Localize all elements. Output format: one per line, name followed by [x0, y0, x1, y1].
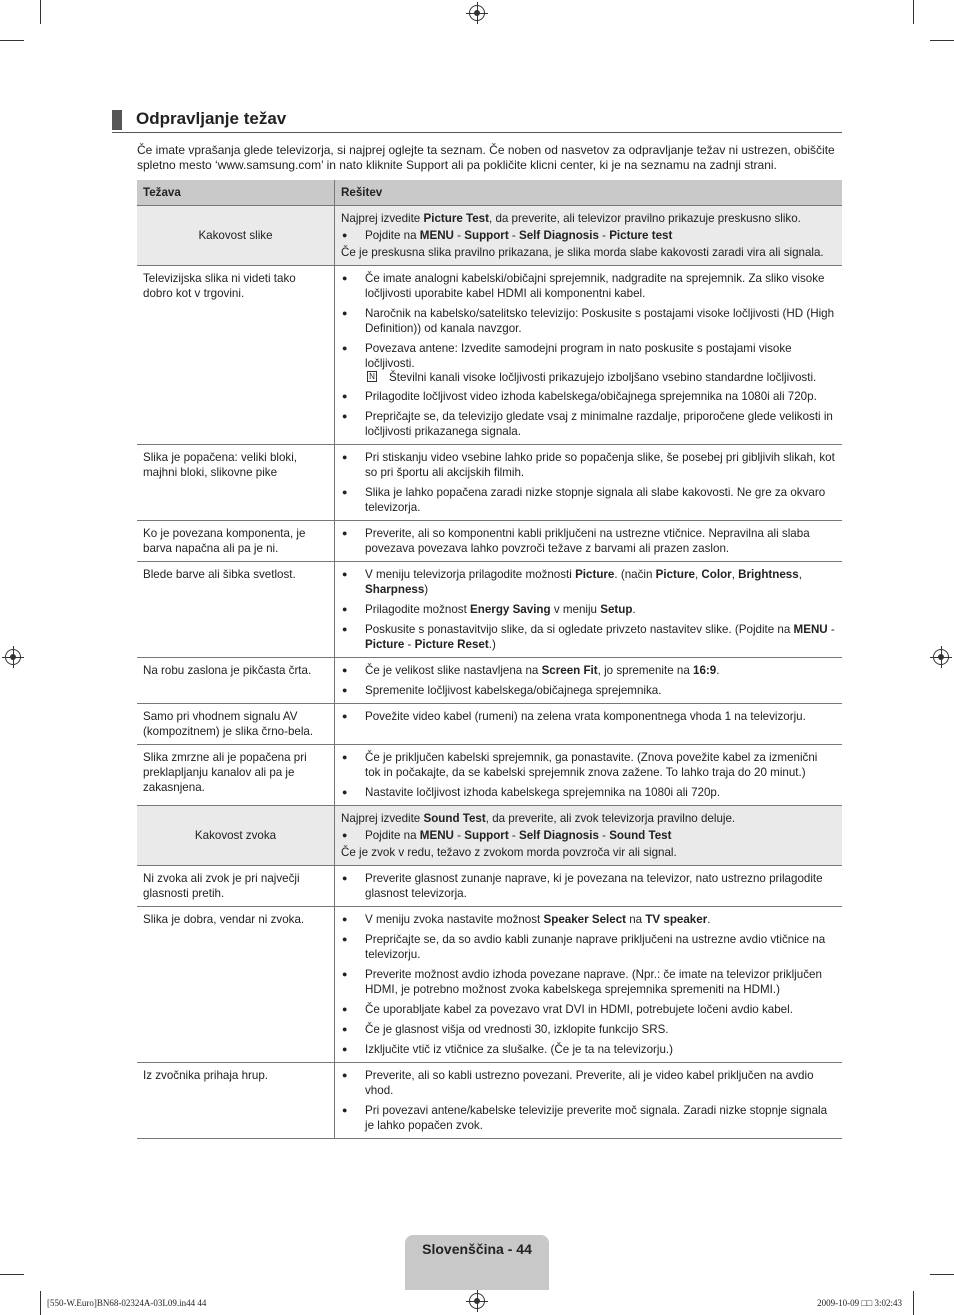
- note-icon: N: [367, 371, 377, 382]
- page-number: Slovenščina - 44: [422, 1241, 532, 1257]
- bullet-list: [341, 871, 836, 901]
- crop-mark: [930, 1274, 954, 1275]
- page-number-tab: [405, 1235, 549, 1290]
- table-row: [137, 704, 842, 745]
- registration-mark-icon: [469, 1293, 485, 1309]
- problem-cell: Blede barve ali šibka svetlost.: [137, 562, 335, 658]
- crop-mark: [40, 1291, 41, 1315]
- bullet-list: [341, 663, 836, 698]
- section-row-sound: [137, 806, 842, 866]
- solution-line: Če je zvok v redu, težavo z zvokom morda povzroča vir ali signal.: [341, 846, 677, 859]
- list-item: ● Prilagodite ločljivost video izhoda kabelskega/običajnega sprejemnika na 1080i ali 720p.: [341, 389, 836, 404]
- section-header: [112, 108, 842, 133]
- list-item: ● V meniju televizorja prilagodite možnosti Picture. (način Picture, Color, Brightness, Sharpness): [341, 567, 836, 597]
- table-row: [137, 866, 842, 907]
- list-item: ● Preverite, ali so komponentni kabli priključeni na ustrezne vtičnice. Nepravilna ali slaba povezava povezava lahko povzroči težave z barvami ali prazen zaslon.: [341, 526, 836, 556]
- table-row: [137, 1063, 842, 1139]
- registration-mark-icon: [5, 649, 21, 665]
- table-row: [137, 521, 842, 562]
- registration-mark-icon: [933, 649, 949, 665]
- list-item: ● Prilagodite možnost Energy Saving v meniju Setup.: [341, 602, 836, 617]
- list-item: ● Spremenite ločljivost kabelskega/običajnega sprejemnika.: [341, 683, 836, 698]
- table-row: [137, 745, 842, 806]
- bullet-list: [341, 709, 836, 724]
- problem-cell: Iz zvočnika prihaja hrup.: [137, 1063, 335, 1139]
- list-item: ● Če uporabljate kabel za povezavo vrat DVI in HDMI, potrebujete ločeni avdio kabel.: [341, 1002, 836, 1017]
- solution-cell: [335, 1063, 843, 1139]
- table-row: [137, 266, 842, 445]
- problem-cell: Televizijska slika ni videti tako dobro kot v trgovini.: [137, 266, 335, 445]
- table-header-row: [137, 180, 842, 206]
- list-item: ● Pojdite na MENU - Support - Self Diagnosis - Picture test: [341, 228, 836, 243]
- problem-cell: Slika je dobra, vendar ni zvoka.: [137, 907, 335, 1063]
- list-item: ● Nastavite ločljivost izhoda kabelskega sprejemnika na 1080i ali 720p.: [341, 785, 836, 800]
- list-item: ● Preverite možnost avdio izhoda povezane naprave. (Npr.: če imate na televizor priključen HDMI, je potrebno možnost zvoka kabelskega sprejemnika spremeniti na HDMI.): [341, 967, 836, 997]
- list-item: ● Če je velikost slike nastavljena na Screen Fit, jo spremenite na 16:9.: [341, 663, 836, 678]
- solution-line: Najprej izvedite Sound Test, da preverite, ali zvok televizorja pravilno deluje.: [341, 812, 736, 825]
- crop-mark: [930, 40, 954, 41]
- solution-cell: [335, 445, 843, 521]
- table-row: [137, 562, 842, 658]
- list-item: ● Prepričajte se, da televizijo gledate vsaj z minimalne razdalje, priporočene glede velikosti in ločljivosti prikazanega signala.: [341, 409, 836, 439]
- solution-cell: [335, 266, 843, 445]
- solution-line: Najprej izvedite Picture Test, da preverite, ali televizor pravilno prikazuje preskusno sliko.: [341, 212, 801, 225]
- list-item: ● Preverite glasnost zunanje naprave, ki je povezana na televizor, nato ustrezno prilagodite glasnost televizorja.: [341, 871, 836, 901]
- header-solution: Rešitev: [335, 180, 843, 206]
- solution-line: Če je preskusna slika pravilno prikazana, je slika morda slabe kakovosti zaradi vira ali signala.: [341, 246, 824, 259]
- table-row: [137, 445, 842, 521]
- bullet-list: [341, 389, 836, 439]
- bullet-list: [341, 912, 836, 1057]
- crop-mark: [40, 0, 41, 24]
- problem-cell: Slika zmrzne ali je popačena pri preklapljanju kanalov ali pa je zakasnjena.: [137, 745, 335, 806]
- list-item: ● Pri stiskanju video vsebine lahko pride so popačenja slike, še posebej pri gibljivih slikah, kot so pri športu ali akcijskih filmih.: [341, 450, 836, 480]
- solution-cell: [335, 745, 843, 806]
- header-problem: Težava: [137, 180, 335, 206]
- troubleshooting-table: [137, 180, 842, 1139]
- list-item: ● Če je glasnost višja od vrednosti 30, izklopite funkcijo SRS.: [341, 1022, 836, 1037]
- crop-mark: [913, 1291, 914, 1315]
- solution-cell: [335, 806, 843, 866]
- problem-cell: Ko je povezana komponenta, je barva napačna ali pa je ni.: [137, 521, 335, 562]
- section-label: Kakovost zvoka: [137, 806, 335, 866]
- list-item: ● V meniju zvoka nastavite možnost Speaker Select na TV speaker.: [341, 912, 836, 927]
- list-item: ● Naročnik na kabelsko/satelitsko televizijo: Poskusite s postajami visoke ločljivosti (HD (High Definition)) od kanala navzgor.: [341, 306, 836, 336]
- solution-cell: [335, 866, 843, 907]
- note: N Številni kanali visoke ločljivosti prikazujejo izboljšano vsebino standardne ločljivosti.: [341, 370, 836, 385]
- solution-cell: [335, 658, 843, 704]
- list-item: ● Preverite, ali so kabli ustrezno povezani. Preverite, ali je video kabel priključen na avdio vhod.: [341, 1068, 836, 1098]
- table-row: [137, 907, 842, 1063]
- file-info: [550-W.Euro]BN68-02324A-03L09.in44 44: [47, 1298, 207, 1308]
- print-date: 2009-10-09 □□ 3:02:43: [817, 1298, 902, 1308]
- bullet-list: [341, 450, 836, 515]
- solution-cell: [335, 907, 843, 1063]
- crop-mark: [913, 0, 914, 24]
- bullet-list: [341, 271, 836, 371]
- list-item: ● Povežite video kabel (rumeni) na zelena vrata komponentnega vhoda 1 na televizorju.: [341, 709, 836, 724]
- list-item: ● Slika je lahko popačena zaradi nizke stopnje signala ali slabe kakovosti. Ne gre za okvaro televizorja.: [341, 485, 836, 515]
- list-item: ● Pri povezavi antene/kabelske televizije preverite moč signala. Zaradi nizke stopnje signala je lahko popačen zvok.: [341, 1103, 836, 1133]
- bullet-list: [341, 750, 836, 800]
- list-item: ● Pojdite na MENU - Support - Self Diagnosis - Sound Test: [341, 828, 836, 843]
- bullet-list: [341, 526, 836, 556]
- list-item: ● Prepričajte se, da so avdio kabli zunanje naprave priključeni na ustrezne avdio vtičnice na televizorju.: [341, 932, 836, 962]
- crop-mark: [0, 40, 24, 41]
- intro-paragraph: Če imate vprašanja glede televizorja, si najprej oglejte ta seznam. Če noben od nasvetov za odpravljanje težav ni ustrezen, obiščite spletno mesto ‘www.samsung.com’ in nato kliknite Support ali pa pokličite klicni center, ki je na seznamu na zadnji strani.: [137, 143, 835, 172]
- list-item: ● Če imate analogni kabelski/običajni sprejemnik, nadgradite na sprejemnik. Za sliko visoke ločljivosti uporabite kabel HDMI ali komponentni kabel.: [341, 271, 836, 301]
- list-item: ● Če je priključen kabelski sprejemnik, ga ponastavite. (Znova povežite kabel za izmenični tok in počakajte, da se kabelski sprejemnik znova zažene. To lahko traja do 20 minut.): [341, 750, 836, 780]
- list-item: ● Izključite vtič iz vtičnice za slušalke. (Če je ta na televizorju.): [341, 1042, 836, 1057]
- bullet-list: [341, 567, 836, 652]
- solution-cell: [335, 562, 843, 658]
- bullet-list: [341, 1068, 836, 1133]
- solution-cell: [335, 206, 843, 266]
- registration-mark-icon: [469, 5, 485, 21]
- crop-mark: [0, 1274, 24, 1275]
- section-row-picture: [137, 206, 842, 266]
- problem-cell: Slika je popačena: veliki bloki, majhni bloki, slikovne pike: [137, 445, 335, 521]
- bullet-list: [341, 228, 836, 243]
- problem-cell: Na robu zaslona je pikčasta črta.: [137, 658, 335, 704]
- table-row: [137, 658, 842, 704]
- section-label: Kakovost slike: [137, 206, 335, 266]
- problem-cell: Ni zvoka ali zvok je pri največji glasnosti pretih.: [137, 866, 335, 907]
- solution-cell: [335, 521, 843, 562]
- list-item: ● Poskusite s ponastavitvijo slike, da si ogledate privzeto nastavitev slike. (Pojdite na MENU - Picture - Picture Reset.): [341, 622, 836, 652]
- bullet-list: [341, 828, 836, 843]
- solution-cell: [335, 704, 843, 745]
- problem-cell: Samo pri vhodnem signalu AV (kompozitnem) je slika črno-bela.: [137, 704, 335, 745]
- list-item: ● Povezava antene: Izvedite samodejni program in nato poskusite s postajami visoke ločljivosti.: [341, 341, 836, 371]
- page-title: Odpravljanje težav: [136, 109, 287, 128]
- title-bar-icon: [112, 110, 122, 130]
